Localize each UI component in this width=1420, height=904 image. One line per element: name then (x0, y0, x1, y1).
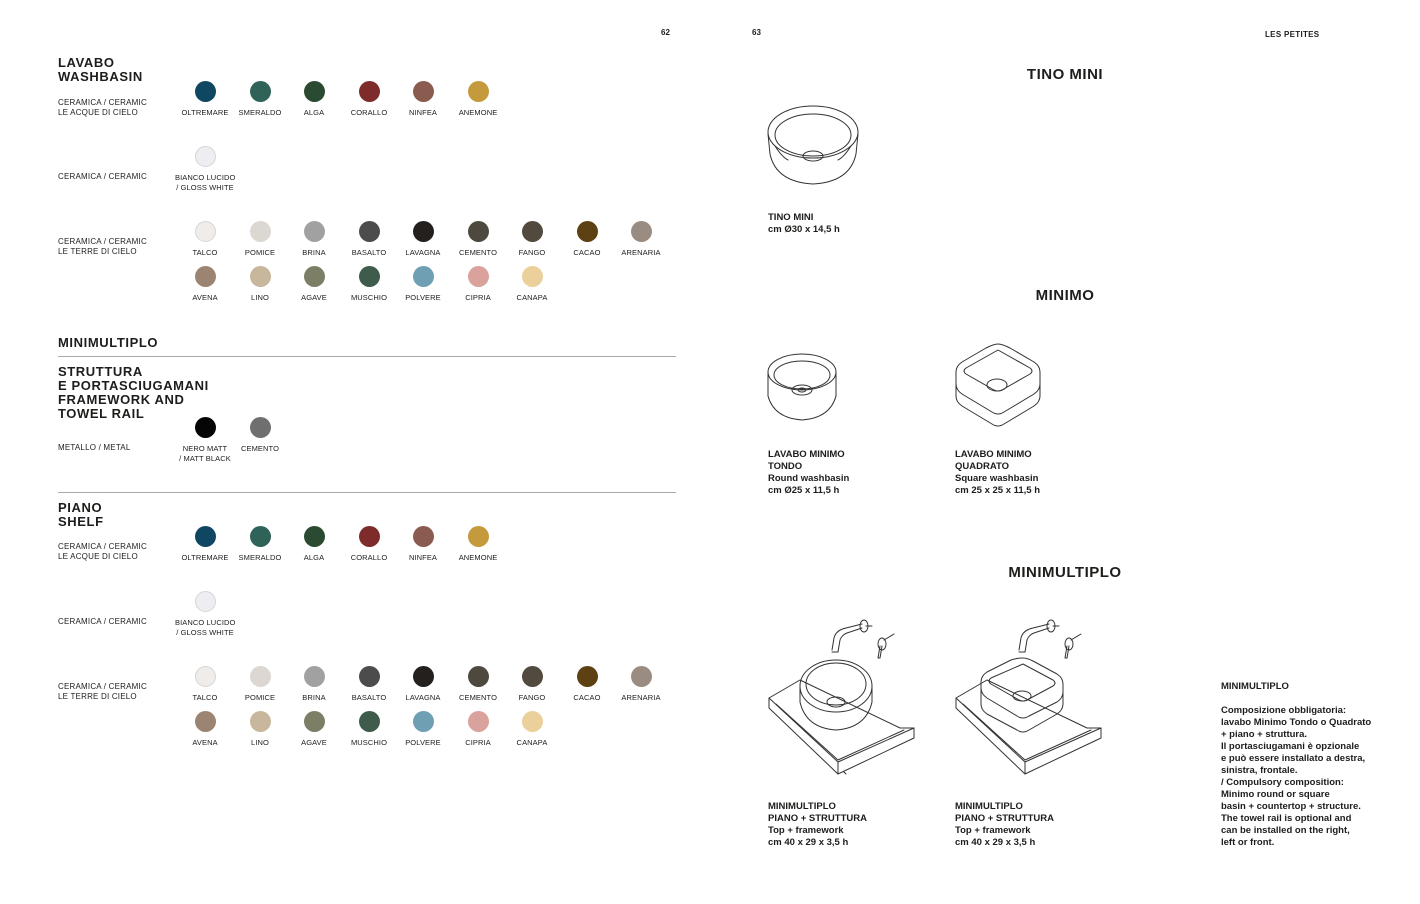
color-swatch (175, 526, 235, 563)
text-line: LAVABO (58, 55, 115, 70)
swatch-name (393, 293, 453, 303)
swatch-color-dot (304, 711, 325, 732)
text-line: CANAPA (516, 738, 548, 747)
text-line: CACAO (573, 248, 601, 257)
text-line: The towel rail is optional and (1221, 813, 1352, 824)
text-line: MINIMULTIPLO (955, 801, 1023, 812)
swatch-color-dot (195, 81, 216, 102)
color-swatch (393, 81, 453, 118)
minimultiplo-square-composition-illustration (953, 612, 1103, 777)
text-line: left or front. (1221, 837, 1275, 848)
swatch-color-dot (359, 81, 380, 102)
running-header: LES PETITES (1265, 30, 1320, 39)
text-line: QUADRATO (955, 461, 1010, 472)
text-line: ALGA (303, 108, 325, 117)
swatch-color-dot (250, 417, 271, 438)
text-line: LAVAGNA (405, 693, 441, 702)
text-line: MUSCHIO (350, 293, 388, 302)
lavabo-row-2-label (58, 172, 147, 182)
text-line: CORALLO (350, 108, 388, 117)
piano-title (58, 501, 104, 529)
text-line: LE ACQUE DI CIELO (58, 107, 138, 117)
text-line: TONDO (768, 461, 803, 472)
text-line: LE TERRE DI CIELO (58, 691, 137, 701)
swatch-name (448, 248, 508, 258)
color-swatch (284, 266, 344, 303)
tino-mini-caption (768, 212, 840, 236)
text-line: Minimo round or square (1221, 789, 1330, 800)
text-line: LE TERRE DI CIELO (58, 246, 137, 256)
minimultiplo-round-composition-illustration (766, 612, 916, 777)
divider (58, 492, 676, 493)
text-line: CACAO (573, 693, 601, 702)
color-swatch (393, 266, 453, 303)
text-line: ANEMONE (458, 553, 498, 562)
text-line: AVENA (192, 293, 218, 302)
text-line: CEMENTO (458, 693, 498, 702)
color-swatch (175, 146, 235, 192)
page-number-right: 63 (752, 28, 761, 37)
color-swatch (448, 711, 508, 748)
swatch-name (448, 693, 508, 703)
text-line: CORALLO (350, 553, 388, 562)
swatch-name (393, 108, 453, 118)
text-line: TINO MINI (768, 212, 814, 223)
text-line: / GLOSS WHITE (176, 182, 234, 192)
text-line: CERAMICA / CERAMIC (58, 172, 147, 181)
text-line: NINFEA (408, 553, 438, 562)
swatch-name (502, 738, 562, 748)
text-line: / GLOSS WHITE (176, 627, 234, 637)
swatch-color-dot (522, 711, 543, 732)
text-line: TALCO (192, 693, 218, 702)
swatch-name (284, 248, 344, 258)
color-swatch (175, 591, 235, 637)
text-line: OLTREMARE (181, 108, 229, 117)
swatch-color-dot (468, 711, 489, 732)
swatch-color-dot (468, 221, 489, 242)
text-line: BRINA (302, 693, 326, 702)
swatch-color-dot (195, 221, 216, 242)
swatch-name (611, 248, 671, 258)
text-line: PIANO (58, 500, 103, 515)
text-line: e può essere installato a destra, (1221, 753, 1366, 764)
color-swatch (175, 81, 235, 118)
text-line: NERO MATT (182, 444, 228, 453)
text-line: MINIMULTIPLO (768, 801, 836, 812)
text-line: BASALTO (351, 693, 387, 702)
swatch-name (175, 108, 235, 118)
swatch-color-dot (359, 711, 380, 732)
minimultiplo-label: MINIMULTIPLO (58, 335, 159, 350)
page-number-left: 62 (661, 28, 670, 37)
text-line: SHELF (58, 514, 104, 529)
piano-row-1-label (58, 542, 147, 561)
swatch-name (230, 693, 290, 703)
tino-mini-title: TINO MINI (1026, 66, 1104, 83)
text-line: basin + countertop + structure. (1221, 801, 1361, 812)
piano-row-2-label (58, 617, 147, 627)
lavabo-row-3-label (58, 237, 147, 256)
color-swatch (339, 666, 399, 703)
swatch-name (339, 553, 399, 563)
color-swatch (230, 526, 290, 563)
color-swatch (448, 666, 508, 703)
swatch-color-dot (304, 266, 325, 287)
swatch-name (502, 248, 562, 258)
swatch-name (230, 108, 290, 118)
color-swatch (230, 221, 290, 258)
color-swatch (175, 417, 235, 463)
color-swatch (175, 221, 235, 258)
text-line: STRUTTURA (58, 364, 143, 379)
swatch-name (175, 444, 235, 463)
text-line: NINFEA (408, 108, 438, 117)
swatch-color-dot (359, 266, 380, 287)
text-line: BRINA (302, 248, 326, 257)
text-line: BASALTO (351, 248, 387, 257)
color-swatch (339, 221, 399, 258)
swatch-name (175, 693, 235, 703)
lavabo-row-1-label (58, 98, 147, 117)
text-line: cm Ø25 x 11,5 h (768, 485, 840, 496)
color-swatch (284, 221, 344, 258)
text-line: ARENARIA (621, 248, 661, 257)
text-line: FRAMEWORK AND (58, 392, 185, 407)
swatch-name (230, 553, 290, 563)
swatch-color-dot (522, 666, 543, 687)
swatch-name (557, 248, 617, 258)
text-line: FANGO (518, 693, 546, 702)
swatch-color-dot (631, 221, 652, 242)
text-line: ANEMONE (458, 108, 498, 117)
color-swatch (448, 81, 508, 118)
text-line: + piano + struttura. (1221, 729, 1308, 740)
swatch-name (339, 108, 399, 118)
swatch-color-dot (413, 81, 434, 102)
color-swatch (339, 711, 399, 748)
color-swatch (339, 526, 399, 563)
text-line: CIPRIA (465, 293, 491, 302)
text-line: cm 40 x 29 x 3,5 h (955, 837, 1036, 848)
text-line: POMICE (244, 248, 276, 257)
swatch-color-dot (195, 591, 216, 612)
piano-row-3-label (58, 682, 147, 701)
text-line: can be installed on the right, (1221, 825, 1350, 836)
text-line: / Compulsory composition: (1221, 777, 1344, 788)
text-line: CIPRIA (465, 738, 491, 747)
swatch-color-dot (522, 221, 543, 242)
color-swatch (284, 711, 344, 748)
text-line: PIANO + STRUTTURA (955, 813, 1054, 824)
text-line: BIANCO LUCIDO (175, 173, 236, 182)
color-swatch (175, 266, 235, 303)
text-line: MINIMULTIPLO (1221, 681, 1289, 692)
color-swatch (557, 221, 617, 258)
minimo-square-basin-illustration (952, 342, 1044, 432)
swatch-color-dot (359, 526, 380, 547)
text-line: SMERALDO (238, 553, 282, 562)
minimultiplo-square-caption (955, 801, 1054, 849)
tino-mini-basin-illustration (766, 102, 862, 188)
swatch-name (284, 693, 344, 703)
text-line: POMICE (244, 693, 276, 702)
text-line: E PORTASCIUGAMANI (58, 378, 209, 393)
swatch-name (230, 444, 290, 454)
color-swatch (502, 266, 562, 303)
struttura-row-label (58, 443, 131, 453)
swatch-name (448, 738, 508, 748)
swatch-name (339, 248, 399, 258)
swatch-name (230, 738, 290, 748)
swatch-name (339, 293, 399, 303)
text-line: CERAMICA / CERAMIC (58, 237, 147, 246)
text-line: CERAMICA / CERAMIC (58, 542, 147, 551)
swatch-color-dot (195, 711, 216, 732)
color-swatch (230, 666, 290, 703)
color-swatch (393, 221, 453, 258)
swatch-color-dot (577, 221, 598, 242)
text-line: CANAPA (516, 293, 548, 302)
text-line: AGAVE (301, 293, 327, 302)
swatch-color-dot (413, 221, 434, 242)
swatch-name (175, 738, 235, 748)
color-swatch (502, 221, 562, 258)
swatch-name (339, 693, 399, 703)
swatch-name (448, 108, 508, 118)
swatch-color-dot (304, 81, 325, 102)
color-swatch (230, 81, 290, 118)
text-line: AVENA (192, 738, 218, 747)
color-swatch (284, 666, 344, 703)
swatch-color-dot (195, 146, 216, 167)
swatch-name (393, 693, 453, 703)
swatch-color-dot (250, 666, 271, 687)
swatch-color-dot (359, 221, 380, 242)
text-line: Composizione obbligatoria: (1221, 705, 1347, 716)
swatch-color-dot (195, 526, 216, 547)
color-swatch (448, 221, 508, 258)
text-line: LINO (251, 738, 269, 747)
text-line: Il portasciugamani è opzionale (1221, 741, 1360, 752)
color-swatch (611, 221, 671, 258)
text-line: ARENARIA (621, 693, 661, 702)
swatch-name (502, 693, 562, 703)
text-line: CEMENTO (458, 248, 498, 257)
swatch-color-dot (631, 666, 652, 687)
minimultiplo-note (1221, 681, 1371, 849)
text-line: POLVERE (405, 293, 441, 302)
swatch-name (175, 248, 235, 258)
text-line: PIANO + STRUTTURA (768, 813, 867, 824)
swatch-name (175, 618, 235, 637)
text-line: / MATT BLACK (179, 453, 231, 463)
text-line: POLVERE (405, 738, 441, 747)
color-swatch (230, 711, 290, 748)
swatch-name (230, 293, 290, 303)
text-line: MUSCHIO (350, 738, 388, 747)
color-swatch (502, 711, 562, 748)
color-swatch (175, 666, 235, 703)
swatch-name (502, 293, 562, 303)
swatch-name (284, 553, 344, 563)
color-swatch (339, 81, 399, 118)
swatch-name (284, 293, 344, 303)
swatch-name (557, 693, 617, 703)
text-line: BIANCO LUCIDO (175, 618, 236, 627)
text-line (1221, 693, 1371, 705)
swatch-color-dot (195, 417, 216, 438)
swatch-color-dot (413, 666, 434, 687)
swatch-color-dot (413, 711, 434, 732)
text-line: OLTREMARE (181, 553, 229, 562)
text-line: LINO (251, 293, 269, 302)
swatch-color-dot (413, 526, 434, 547)
text-line: Round washbasin (768, 473, 850, 484)
struttura-title (58, 365, 209, 421)
swatch-color-dot (359, 666, 380, 687)
color-swatch (448, 526, 508, 563)
lavabo-title (58, 56, 143, 84)
swatch-color-dot (304, 666, 325, 687)
swatch-color-dot (304, 526, 325, 547)
minimultiplo-title: MINIMULTIPLO (1008, 564, 1122, 581)
swatch-name (448, 553, 508, 563)
swatch-color-dot (413, 266, 434, 287)
text-line: cm Ø30 x 14,5 h (768, 224, 840, 235)
text-line: AGAVE (301, 738, 327, 747)
swatch-name (611, 693, 671, 703)
text-line: TALCO (192, 248, 218, 257)
color-swatch (502, 666, 562, 703)
text-line: FANGO (518, 248, 546, 257)
color-swatch (557, 666, 617, 703)
text-line: sinistra, frontale. (1221, 765, 1298, 776)
minimo-square-caption (955, 449, 1040, 497)
swatch-name (230, 248, 290, 258)
minimultiplo-round-caption (768, 801, 867, 849)
text-line: LAVABO MINIMO (768, 449, 845, 460)
text-line: WASHBASIN (58, 69, 143, 84)
swatch-color-dot (577, 666, 598, 687)
text-line: CERAMICA / CERAMIC (58, 682, 147, 691)
text-line: Top + framework (955, 825, 1031, 836)
text-line: TOWEL RAIL (58, 406, 145, 421)
color-swatch (393, 526, 453, 563)
text-line: LAVABO MINIMO (955, 449, 1032, 460)
swatch-name (393, 553, 453, 563)
text-line: cm 40 x 29 x 3,5 h (768, 837, 849, 848)
text-line: LE ACQUE DI CIELO (58, 551, 138, 561)
color-swatch (393, 666, 453, 703)
color-swatch (284, 526, 344, 563)
color-swatch (175, 711, 235, 748)
minimo-round-caption (768, 449, 849, 497)
text-line: CEMENTO (240, 444, 280, 453)
swatch-name (175, 293, 235, 303)
text-line: Top + framework (768, 825, 844, 836)
swatch-color-dot (468, 81, 489, 102)
swatch-color-dot (468, 526, 489, 547)
swatch-color-dot (195, 666, 216, 687)
color-swatch (448, 266, 508, 303)
swatch-color-dot (250, 266, 271, 287)
swatch-color-dot (468, 266, 489, 287)
color-swatch (339, 266, 399, 303)
text-line: LAVAGNA (405, 248, 441, 257)
swatch-name (175, 553, 235, 563)
text-line: CERAMICA / CERAMIC (58, 98, 147, 107)
color-swatch (284, 81, 344, 118)
swatch-name (284, 738, 344, 748)
swatch-name (448, 293, 508, 303)
swatch-color-dot (250, 711, 271, 732)
color-swatch (230, 417, 290, 454)
minimo-round-basin-illustration (766, 350, 840, 424)
swatch-name (393, 248, 453, 258)
text-line: cm 25 x 25 x 11,5 h (955, 485, 1041, 496)
swatch-color-dot (250, 221, 271, 242)
color-swatch (230, 266, 290, 303)
text-line: METALLO / METAL (58, 443, 131, 452)
color-swatch (611, 666, 671, 703)
divider (58, 356, 676, 357)
text-line: Square washbasin (955, 473, 1039, 484)
swatch-color-dot (250, 81, 271, 102)
swatch-name (175, 173, 235, 192)
minimo-title: MINIMO (1035, 287, 1095, 304)
swatch-color-dot (468, 666, 489, 687)
text-line: ALGA (303, 553, 325, 562)
swatch-color-dot (304, 221, 325, 242)
swatch-color-dot (195, 266, 216, 287)
text-line: SMERALDO (238, 108, 282, 117)
color-swatch (393, 711, 453, 748)
swatch-name (393, 738, 453, 748)
text-line: lavabo Minimo Tondo o Quadrato (1221, 717, 1372, 728)
swatch-name (284, 108, 344, 118)
text-line: CERAMICA / CERAMIC (58, 617, 147, 626)
swatch-name (339, 738, 399, 748)
swatch-color-dot (250, 526, 271, 547)
swatch-color-dot (522, 266, 543, 287)
